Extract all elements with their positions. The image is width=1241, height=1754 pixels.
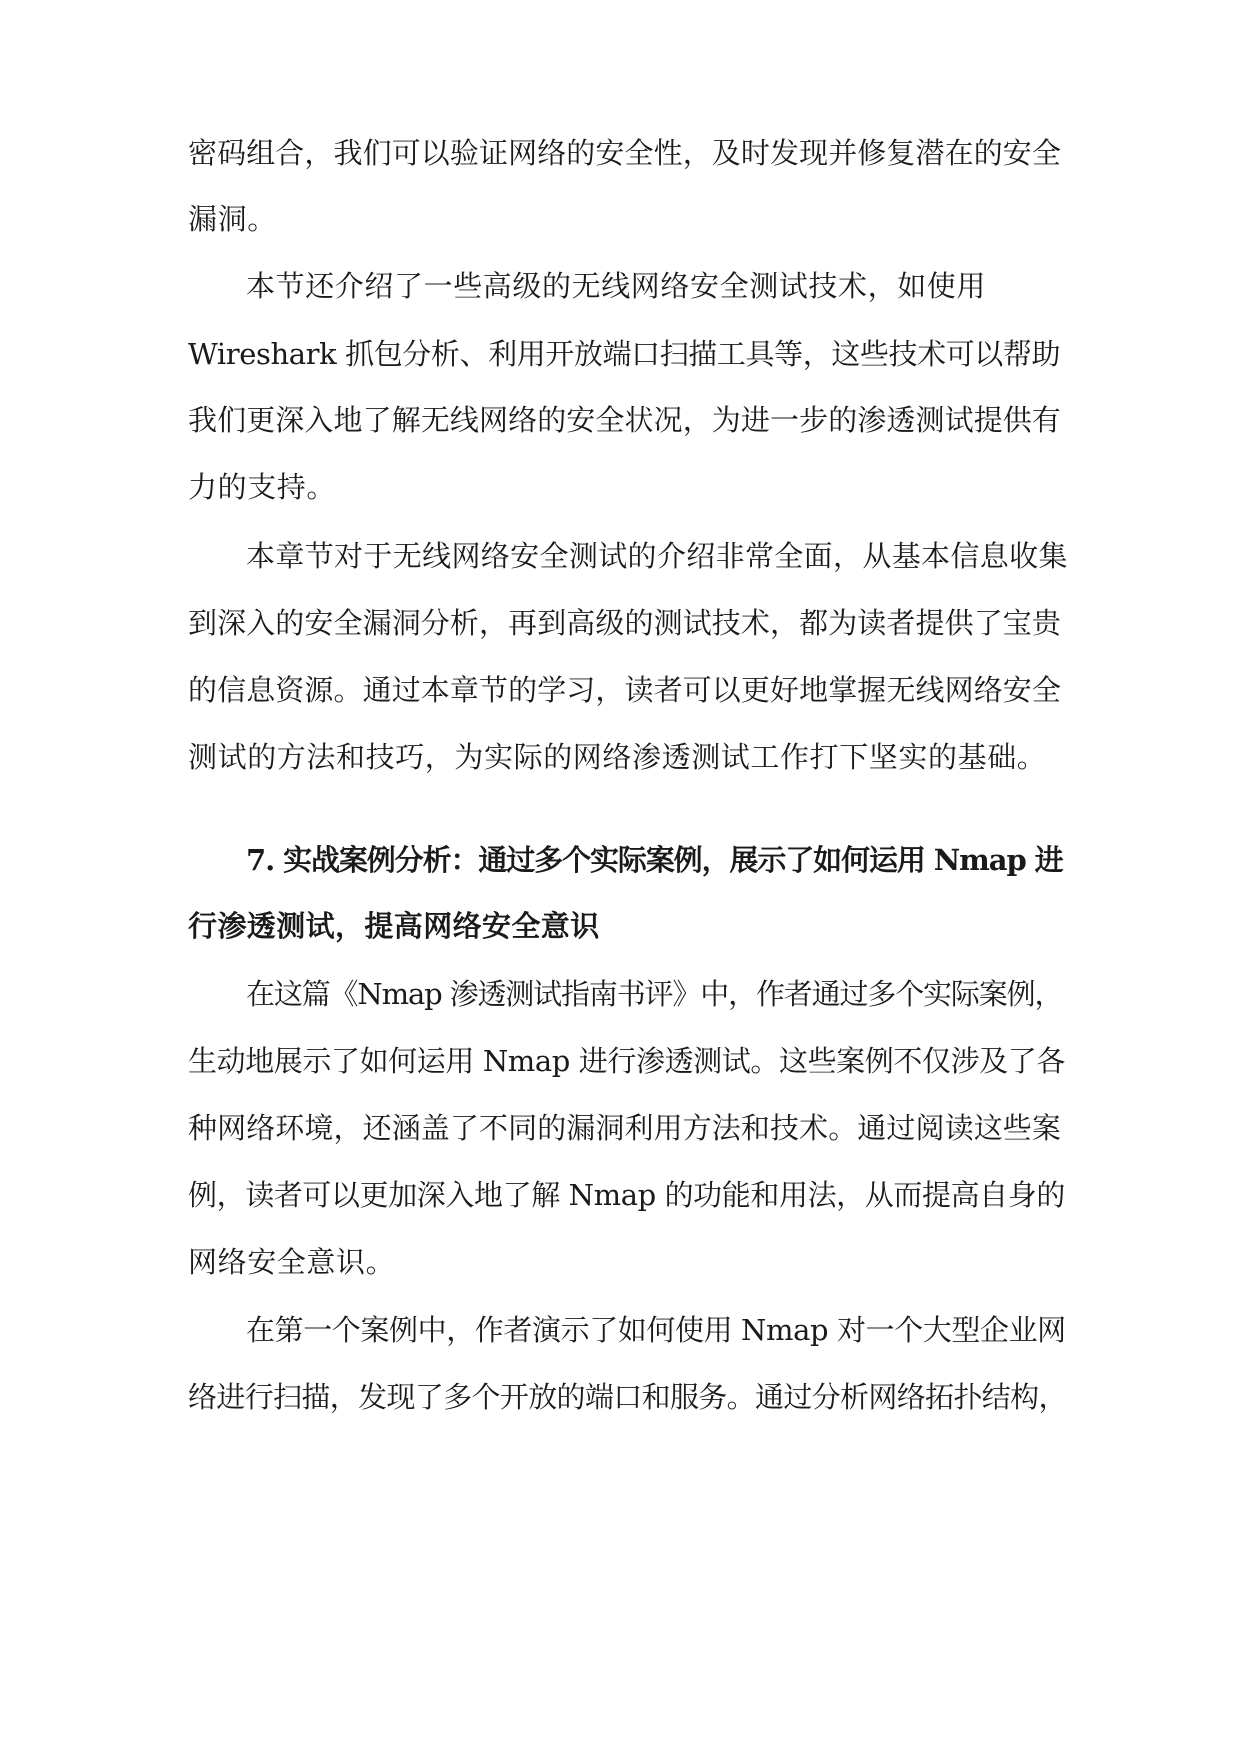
paragraph-line: 漏洞。 [188, 202, 277, 236]
paragraph-line: 力的支持。 [188, 470, 337, 504]
paragraph-line: 在这篇《Nmap 渗透测试指南书评》中，作者通过多个实际案例， [246, 977, 1063, 1011]
paragraph-line: 本节还介绍了一些高级的无线网络安全测试技术，如使用 [246, 269, 987, 303]
paragraph-line: 例，读者可以更加深入地了解 Nmap 的功能和用法，从而提高自身的 [188, 1178, 1065, 1212]
paragraph-line: 的信息资源。通过本章节的学习，读者可以更好地掌握无线网络安全 [188, 673, 1062, 707]
section-heading-line: 7. 实战案例分析：通过多个实际案例，展示了如何运用 Nmap 进 [246, 843, 1063, 877]
paragraph-line: 在第一个案例中，作者演示了如何使用 Nmap 对一个大型企业网 [246, 1313, 1066, 1347]
paragraph-line: 络进行扫描，发现了多个开放的端口和服务。通过分析网络拓扑结构， [188, 1380, 1067, 1414]
paragraph-line: 到深入的安全漏洞分析，再到高级的测试技术，都为读者提供了宝贵 [188, 606, 1062, 640]
paragraph-line: 生动地展示了如何运用 Nmap 进行渗透测试。这些案例不仅涉及了各 [188, 1044, 1065, 1078]
paragraph-line: 本章节对于无线网络安全测试的介绍非常全面，从基本信息收集 [246, 539, 1068, 573]
section-heading-line: 行渗透测试，提高网络安全意识 [188, 909, 600, 943]
paragraph-line: 我们更深入地了解无线网络的安全状况，为进一步的渗透测试提供有 [188, 403, 1062, 437]
paragraph-line: 种网络环境，还涵盖了不同的漏洞利用方法和技术。通过阅读这些案 [188, 1111, 1062, 1145]
paragraph-line: 网络安全意识。 [188, 1245, 396, 1279]
paragraph-line: 密码组合，我们可以验证网络的安全性，及时发现并修复潜在的安全 [188, 136, 1062, 170]
paragraph-line: Wireshark 抓包分析、利用开放端口扫描工具等，这些技术可以帮助 [188, 337, 1061, 371]
paragraph-line: 测试的方法和技巧，为实际的网络渗透测试工作打下坚实的基础。 [188, 740, 1047, 774]
